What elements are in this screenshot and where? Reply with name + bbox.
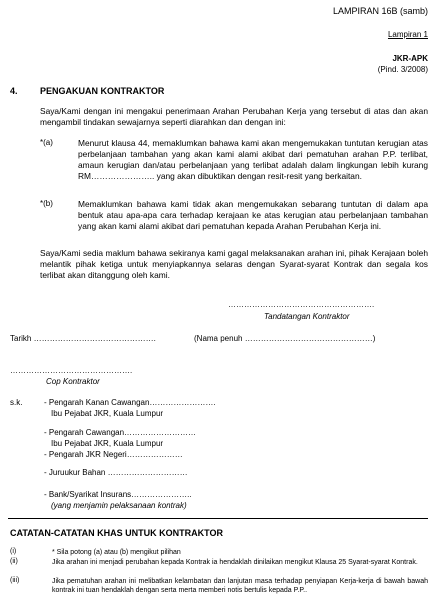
stamp-label: Cop Kontraktor	[46, 377, 100, 386]
sk-entry-5: - Bank/Syarikat Insurans…………………..	[44, 490, 192, 499]
date-field: Tarikh ……………………………………….	[10, 334, 156, 343]
sk-entry-2: - Pengarah Cawangan………………………	[44, 428, 197, 437]
form-code: JKR-APK	[392, 54, 428, 63]
note-1-number: (i)	[10, 548, 17, 555]
item-a-marker: *(a)	[40, 138, 53, 147]
sk-entry-5-note: (yang menjamin pelaksanaan kontrak)	[51, 501, 187, 510]
note-3-number: (iii)	[10, 577, 20, 584]
sk-label: s.k.	[10, 398, 23, 407]
sk-entry-4: - Juruukur Bahan …………………………	[44, 468, 188, 477]
lampiran-1-label: Lampiran 1	[387, 30, 428, 39]
closing-paragraph: Saya/Kami sedia maklum bahawa sekiranya kami gagal melaksanakan arahan ini, pihak Kerajaan boleh melantik pihak ketiga untuk menyiapkannya selaras dengan Syarat-syarat Kontrak dan segala kos terlibat akan ditanggung oleh kami.	[40, 248, 428, 280]
item-b-marker: *(b)	[40, 199, 53, 208]
sk-entry-1: - Pengarah Kanan Cawangan…………………….	[44, 398, 216, 407]
note-3-text: Jika pematuhan arahan ini melibatkan kelambatan dan lanjutan masa terhadap penyiapan Kerja-kerja di bawah bawah kontrak ini tuan hendaklah dengan serta merta memberi notis bertulis kepada P.P..	[52, 578, 428, 594]
signature-line: ……………………………………………….	[228, 300, 375, 309]
section-title: PENGAKUAN KONTRAKTOR	[40, 86, 165, 96]
full-name-field: (Nama penuh …………………………………………)	[194, 334, 376, 343]
stamp-line: ……………………………………….	[10, 366, 133, 375]
signature-label: Tandatangan Kontraktor	[264, 312, 350, 321]
note-2-number: (ii)	[10, 558, 18, 565]
sk-entry-2-address: Ibu Pejabat JKR, Kuala Lumpur	[51, 439, 164, 448]
item-a-text: Menurut klausa 44, memaklumkan bahawa kami akan mengemukakan tuntutan kerugian atas perbelanjaan tambahan yang akan kami alami akibat dari pematuhan arahan P.P. terlibat, amaun kerugian dan/atau perbelanjaan yang terlibat adalah dalam lingkungan lebih kurang RM………………….. yang akan dibuktikan dengan resit-resit yang berkaitan.	[78, 138, 428, 181]
revision-label: (Pind. 3/2008)	[377, 65, 428, 74]
note-1-text: * Sila potong (a) atau (b) mengikut pilihan	[52, 549, 181, 556]
note-2-text: Jika arahan ini menjadi perubahan kepada Kontrak ia hendaklah dinilaikan mengikut Klausa 25 Syarat-syarat Kontrak.	[52, 559, 418, 566]
divider-line	[8, 518, 428, 519]
sk-entry-3: - Pengarah JKR Negeri…………………	[44, 450, 183, 459]
lampiran-16b-label: LAMPIRAN 16B (samb)	[332, 6, 428, 16]
section-number: 4.	[10, 86, 18, 96]
notes-title: CATATAN-CATATAN KHAS UNTUK KONTRAKTOR	[10, 528, 223, 538]
sk-entry-1-address: Ibu Pejabat JKR, Kuala Lumpur	[51, 409, 164, 418]
intro-paragraph: Saya/Kami dengan ini mengakui penerimaan Arahan Perubahan Kerja yang tersebut di atas dan akan mengambil tindakan sewajarnya seperti diarahkan dan dengan ini:	[40, 106, 428, 127]
item-b-text: Memaklumkan bahawa kami tidak akan mengemukakan sebarang tuntutan di dalam apa bentuk atau apa-apa cara terhadap kerajaan ke atas kerugian atau perbelanjaan tambahan yang akan kami alami akibat dari pematuhan kepada Arahan Perubahan Kerja ini.	[78, 199, 428, 231]
